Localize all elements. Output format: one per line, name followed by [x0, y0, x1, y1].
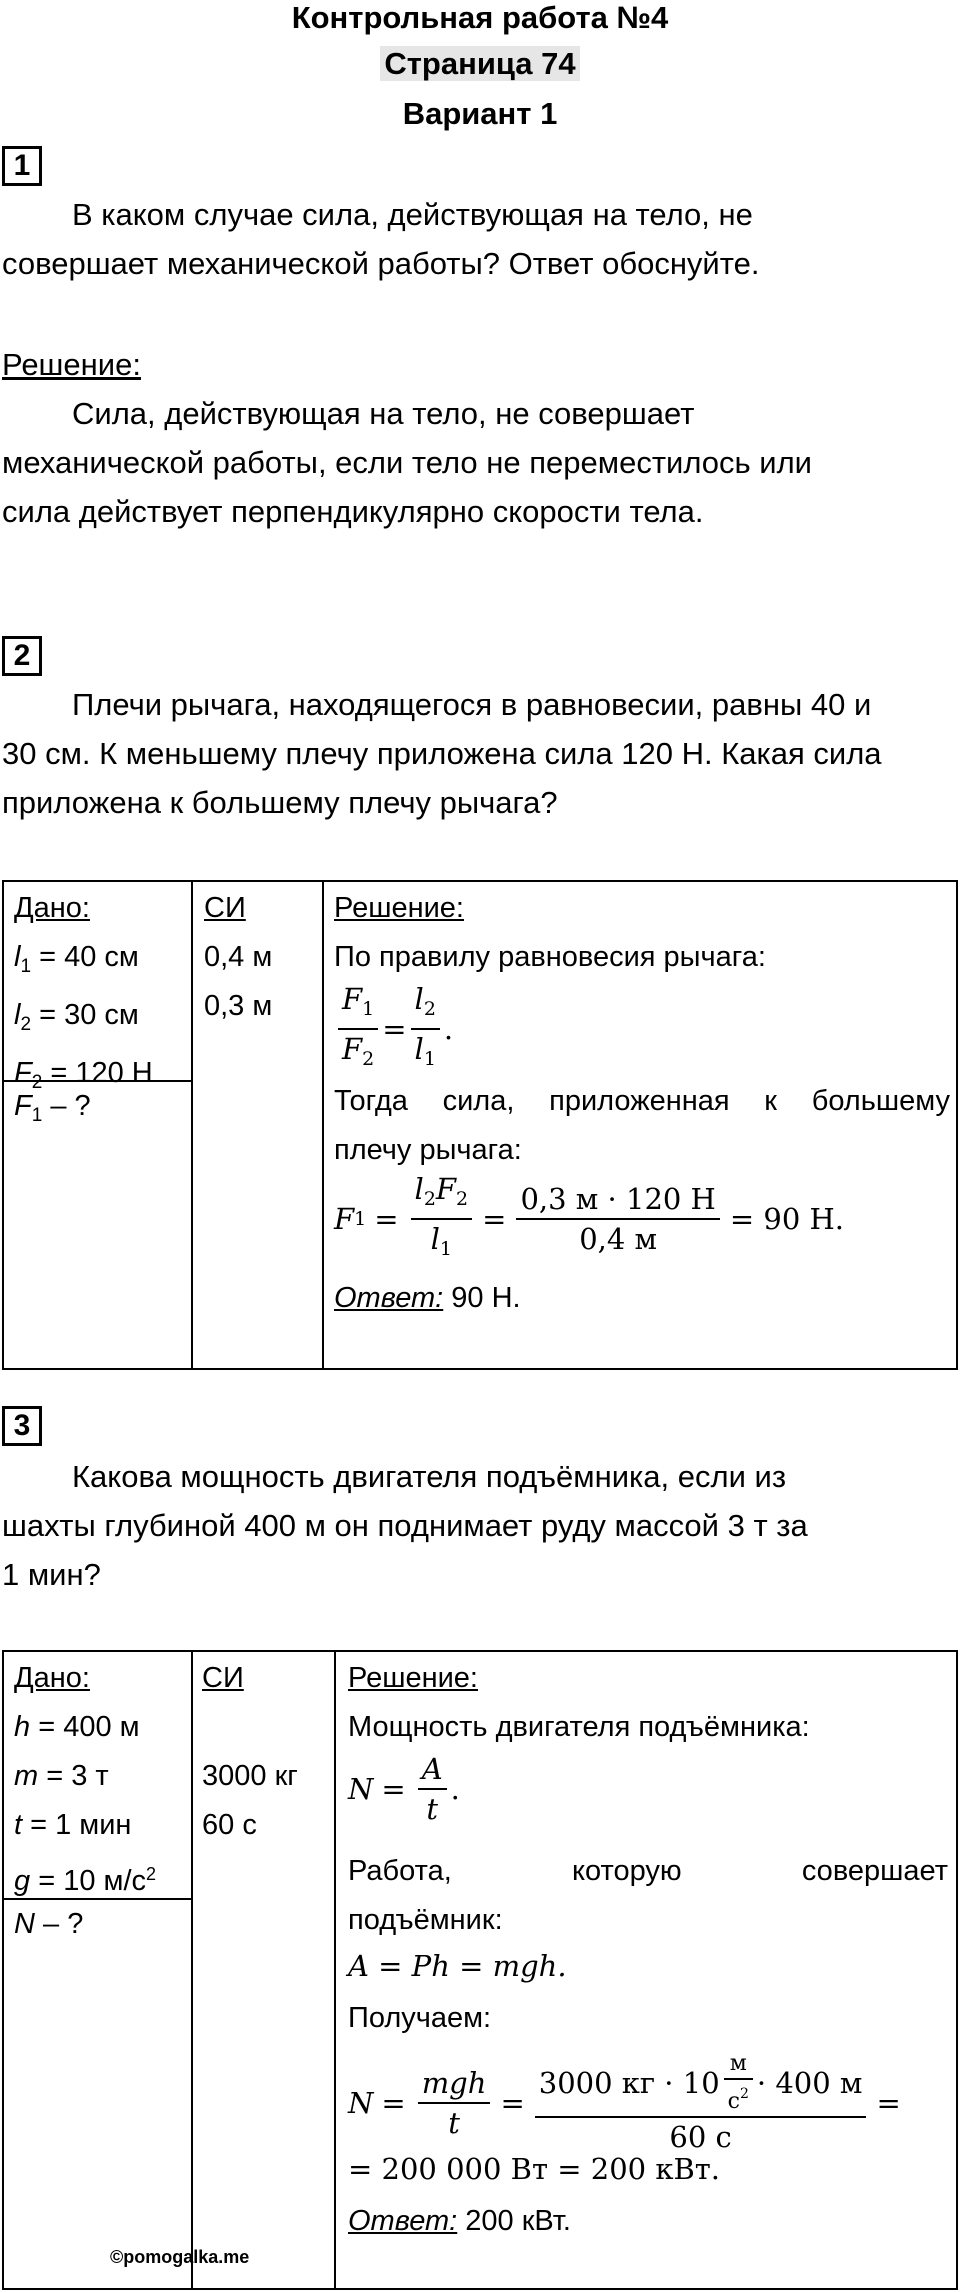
task3-question: Какова мощность двигателя подъёмника, если из шахты глубиной 400 м он поднимает руду массой 3 т за 1 мин? [2, 1459, 808, 1592]
watermark: ©pomogalka.me [110, 2247, 250, 2267]
find-cell: $F_1$ – ? [14, 1090, 91, 1126]
find-cell: N – ? [14, 1908, 84, 1940]
solution-label: Решение: [2, 347, 141, 382]
variant-label: Вариант 1 [402, 96, 558, 131]
work-formula: A = Ph = mgh. [348, 1949, 567, 1983]
power-result: = 200 000 Вт = 200 кВт. [348, 2152, 721, 2186]
task-number-1: 1 [2, 146, 42, 186]
solution-column: Решение: Мощность двигателя подъёмника: [348, 1662, 810, 1743]
task3-text-line: Работа, которую совершает [348, 1855, 948, 1887]
page-number: Страница 74 [0, 46, 960, 82]
power-calculation: N = $\frac{\text{mgh}}{t}$ = 3000 кг · 10 $\frac{м}{с^2}$ · 400 м 60 с = [348, 2051, 901, 2154]
task2-text-line: Тогда сила, приложенная к большему [334, 1085, 950, 1117]
task1-question: В каком случае сила, действующая на тело, не совершает механической работы? Ответ обоснуйте. [2, 197, 760, 281]
task-number-3: 3 [2, 1406, 42, 1446]
task3-table [2, 1650, 958, 2290]
solution-column: Решение: По правилу равновесия рычага: [334, 892, 766, 973]
task1-solution: Решение: Сила, действующая на тело, не совершает механической работы, если тело не переместилось или сила действует перпендикулярно скорости тела. [2, 340, 952, 536]
task2-table [2, 880, 958, 1370]
task2-question: Плечи рычага, находящегося в равновесии, равны 40 и 30 см. К меньшему плечу приложена сила 120 Н. Какая сила приложена к большему плечу рычага? [2, 687, 882, 820]
task3-answer: Ответ: 200 кВт. [348, 2205, 571, 2237]
si-column: СИ 0,4 м 0,3 м [204, 892, 273, 1022]
task2-answer: Ответ: 90 Н. [334, 1282, 521, 1314]
given-column: Дано: h = 400 м m = 3 т t = 1 мин g = 10 $м/с^2$ [14, 1662, 157, 1897]
power-formula: N = $\frac{A}{t}$ . [348, 1752, 460, 1826]
task-number-2: 2 [2, 636, 42, 676]
given-column: Дано: $l_1 = 40$ см $l_2 = 30$ см $F_2 = 120$ Н [14, 892, 153, 1093]
si-column: СИ 3000 кг 60 с [202, 1662, 298, 1841]
doc-title: Контрольная работа №4 [291, 0, 669, 35]
equilibrium-formula: $\frac{F_1}{F_2}$ = $\frac{l_2}{l_1}$ . [334, 982, 453, 1076]
force-calculation: F 1 = $\frac{l_2F_2}{l_1}$ = $\frac{0,3 м \cdot 120 Н}{0,4 м}$ = 90 Н. [334, 1172, 844, 1266]
task3-text-line: подъёмник: [348, 1904, 503, 1936]
task3-text-line: Получаем: [348, 2002, 492, 2034]
task2-text-line: плечу рычага: [334, 1134, 522, 1166]
